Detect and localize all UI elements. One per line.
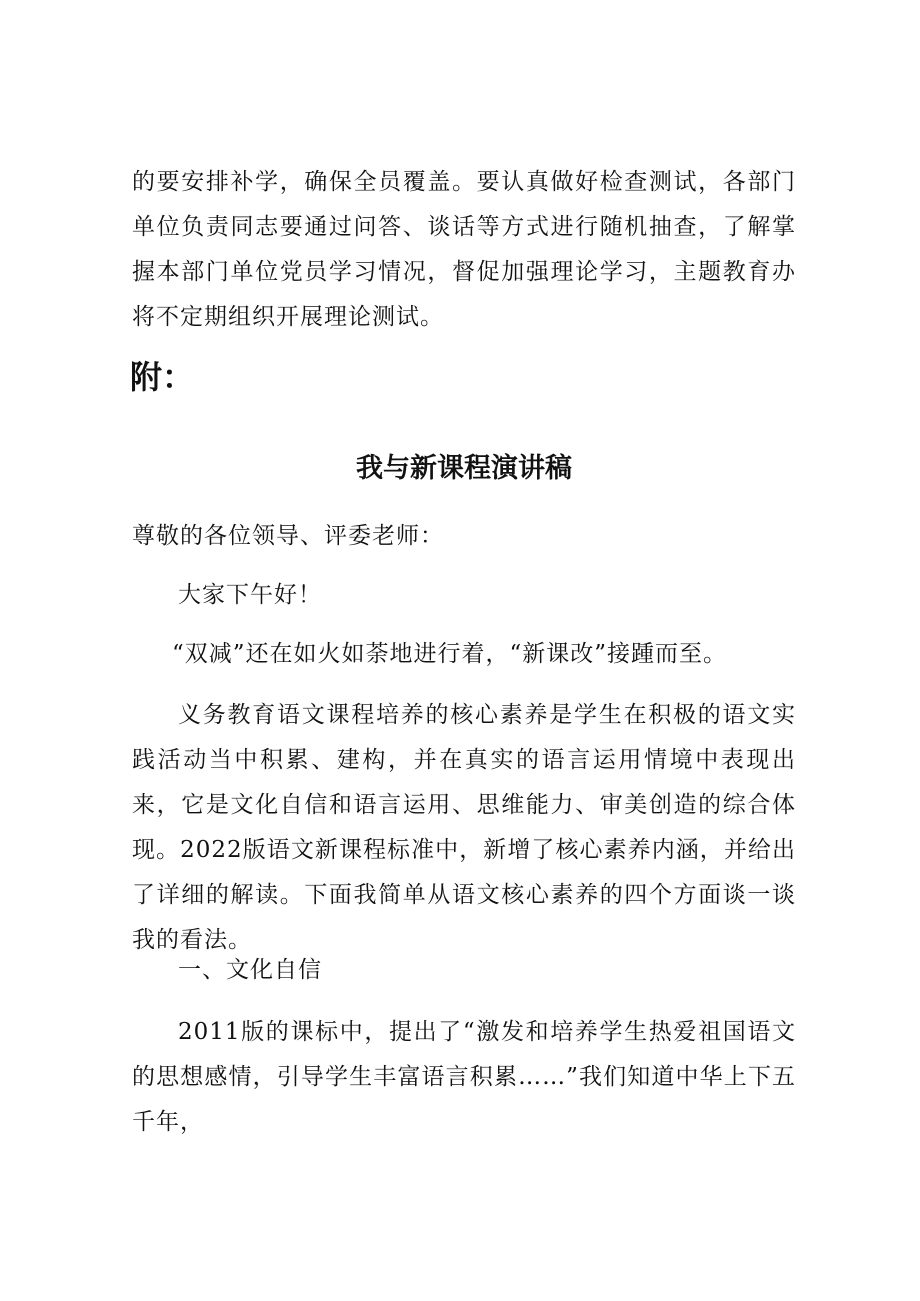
speech-title: 我与新课程演讲稿 xyxy=(356,453,572,484)
paragraph-core-literacy: 义务教育语文课程培养的核心素养是学生在积极的语文实践活动当中积累、建构，并在真实的语言运用情境中表现出来，它是文化自信和语言运用、思维能力、审美创造的综合体现。2022版语文新课程标准中，新增了核心素养内涵，并给出了详细的解读。下面我简单从语文核心素养的四个方面谈一谈我的看法。 xyxy=(132,702,796,953)
salutation: 尊敬的各位领导、评委老师： xyxy=(132,523,444,549)
appendix-label: 附： xyxy=(130,358,195,396)
greeting: 大家下午好！ xyxy=(178,582,322,608)
paragraph-double-reduction: “双减”还在如火如荼地进行着，“新课改”接踵而至。 xyxy=(172,641,728,667)
continued-paragraph: 的要安排补学，确保全员覆盖。要认真做好检查测试，各部门单位负责同志要通过问答、谈话等方式进行随机抽查，了解掌握本部门单位党员学习情况，督促加强理论学习，主题教育办将不定期组织开展理论测试。 xyxy=(132,169,796,330)
paragraph-2011-standard: 2011版的课标中，提出了“激发和培养学生热爱祖国语文的思想感情，引导学生丰富语言积累……”我们知道中华上下五千年， xyxy=(132,1019,796,1135)
section-heading-cultural-confidence: 一、文化自信 xyxy=(178,957,322,983)
